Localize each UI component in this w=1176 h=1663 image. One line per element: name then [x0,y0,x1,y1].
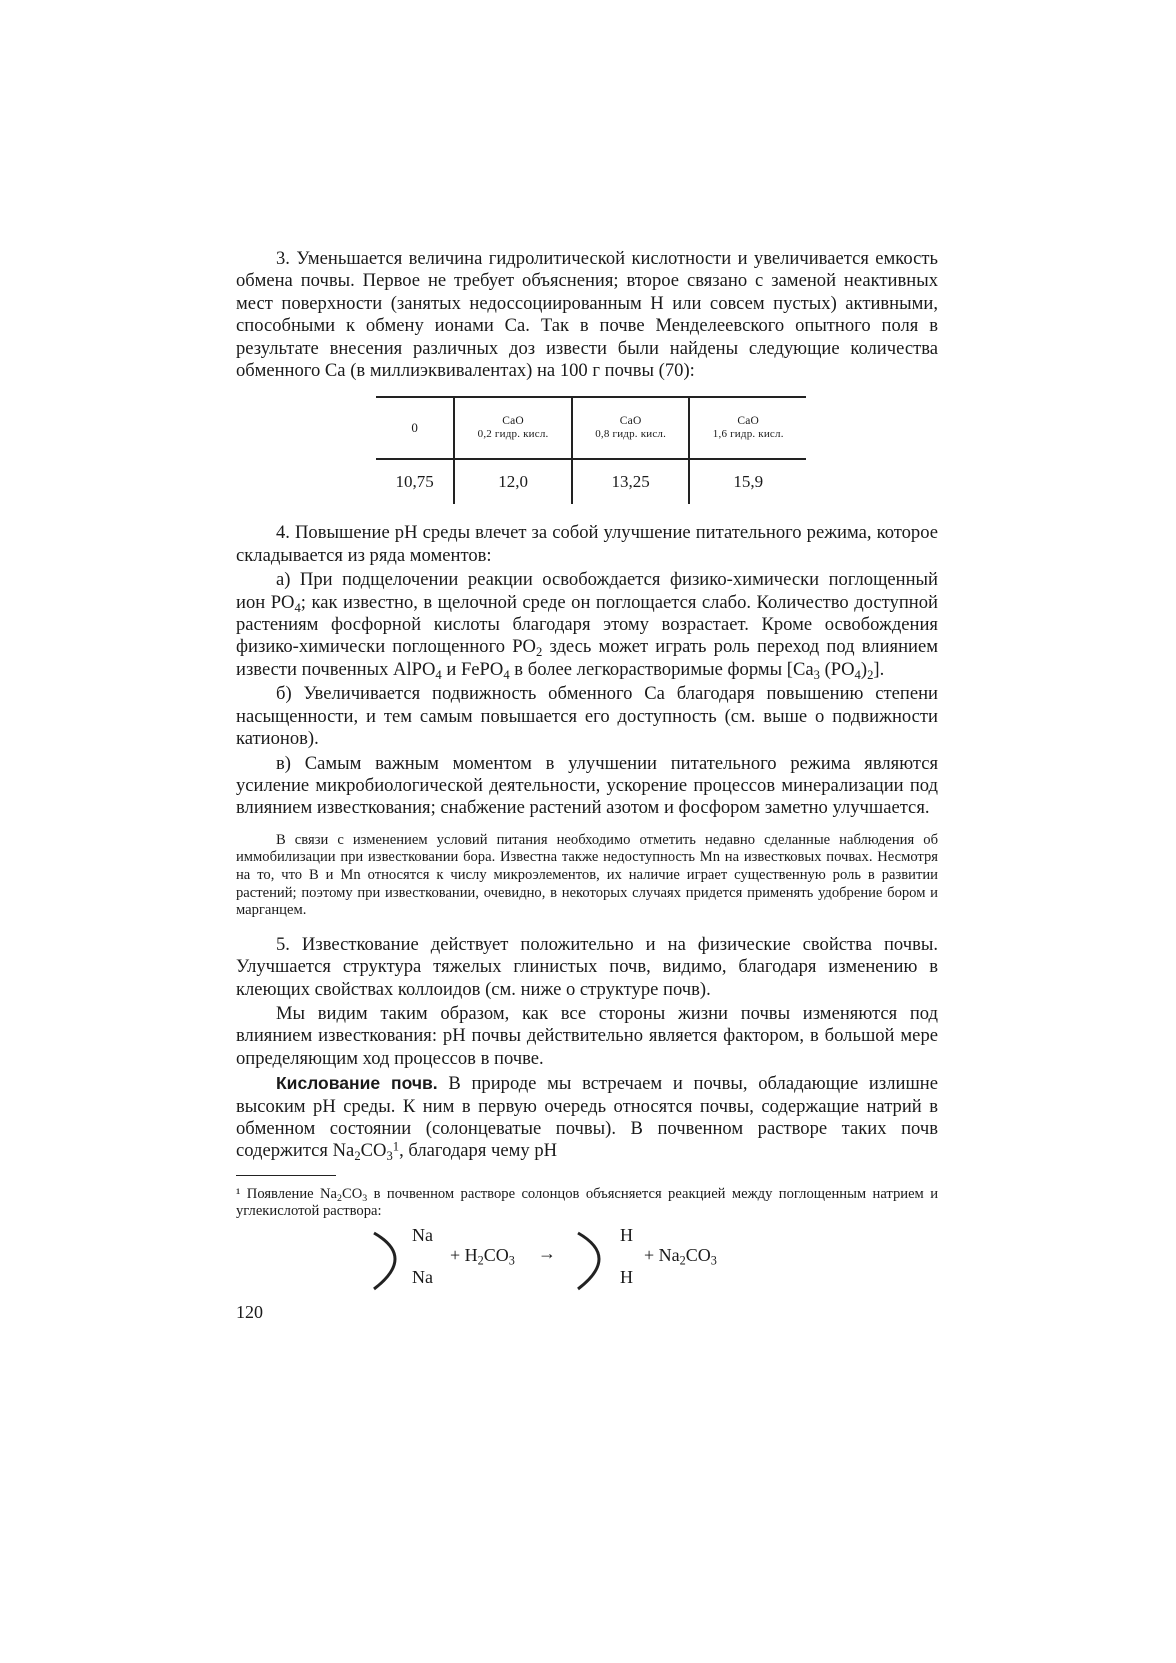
footnote: ¹ Появление $Na_2CO_3$ в почвенном растворе солонцов объясняется реакцией между поглощенным натрием и углекислотой раствора: [236,1185,939,1220]
paragraph-4c: в) Самым важным моментом в улучшении питательного режима являются усиление микробиологической деятельности, ускорение процессов минерализации под влиянием известкования; снабжение растений азотом и фосфором заметно улучшается. [236,752,938,819]
footnote-divider [236,1175,336,1176]
page-body [236,248,938,1301]
paragraph-acidification: Кислование почв. В природе мы встречаем и почвы, обладающие излишне высоким pH среды. К ним в первую очередь относятся почвы, содержащие натрий в обменном состоянии (солонцеватые почвы). В почвенном растворе таких почв содержится $Na_2CO_3^1$, благодаря чему pH [236,1073,938,1164]
table-values-row [376,459,806,504]
paragraph-4: 4. Повышение pH среды влечет за собой улучшение питательного режима, которое складывается из ряда моментов: [236,522,938,566]
paragraph-3: 3. Уменьшается величина гидролитической кислотности и увеличивается емкость обмена почвы. Первое не требует объяснения; второе связано с заменой неактивных мест поверхности (занятых недоссоциированным Н или совсем пустых) активными, способными к обмену ионами Са. Так в почве Менделеевского опытного поля в результате внесения различных доз извести были найдены следующие количества обменного Са (в миллиэквивалентах) на 100 г почвы (70): [236,248,938,382]
section-heading: Кислование почв. [276,1073,438,1094]
table-value-3: 15,9 [689,459,806,504]
table-value-2: 13,25 [572,459,690,504]
table-header-0: 0 [376,397,454,459]
sodium-bottom: Na [412,1266,433,1287]
exchange-calcium-table [376,396,806,504]
reaction-arrow: → [538,1242,556,1263]
hydrogen-top: H [620,1224,633,1245]
sodium-top: Na [412,1224,433,1245]
soil-particle-bracket-right [576,1227,616,1293]
small-print-note: В связи с изменением условий питания необходимо отметить недавно сделанные наблюдения об иммобилизации при известковании бора. Известна также недоступность Mn на известковых почвах. Несмотря на то, что B и Mn относятся к числу микроэлементов, их наличие играет существенную роль в развитии растений; поэтому при известковании, очевидно, в некоторых случаях придется применять удобрение бором и марганцем. [236,831,938,919]
paragraph-5: 5. Известкование действует положительно и на физические свойства почвы. Улучшается структура тяжелых глинистых почв, видимо, благодаря изменению в клеющих свойствах коллоидов (см. ниже о структуре почв). [236,933,938,1000]
hydrogen-bottom: H [620,1266,633,1287]
soil-particle-bracket-left [372,1227,412,1293]
sodium-carbonate: + $Na_2CO_3$ [644,1244,717,1268]
paragraph-4a: а) При подщелочении реакции освобождается физико-химически поглощенный ион $PO_4$; как известно, в щелочной среде он поглощается слабо. Количество доступной растениям фосфорной кислоты благодаря этому возрастает. Кроме освобождения физико-химически поглощенного $PO_2$ здесь может играть роль переход под влиянием извести почвенных AlPO$_4$ и FePO$_4$ в более легкорастворимые формы [$Ca_3$ $(PO_4)_2$]. [236,569,938,682]
reaction-equation [236,1225,938,1301]
table-header-2: CaO 0,8 гидр. кисл. [572,397,690,459]
table-header-1: CaO 0,2 гидр. кисл. [454,397,572,459]
carbonic-acid: + $H_2CO_3$ [450,1244,515,1268]
table-value-1: 12,0 [454,459,572,504]
table-value-0: 10,75 [395,472,434,492]
footnote-ref: 1 [392,1139,400,1154]
table-header-row [376,397,806,459]
paragraph-6: Мы видим таким образом, как все стороны жизни почвы изменяются под влиянием известкования: pH почвы действительно является фактором, в большой мере определяющим ход процессов в почве. [236,1002,938,1069]
page-number: 120 [236,1302,263,1322]
paragraph-4b: б) Увеличивается подвижность обменного Са благодаря повышению степени насыщенности, и тем самым повышается его доступность (см. выше о подвижности катионов). [236,683,938,750]
table-header-3: CaO 1,6 гидр. кисл. [689,397,806,459]
